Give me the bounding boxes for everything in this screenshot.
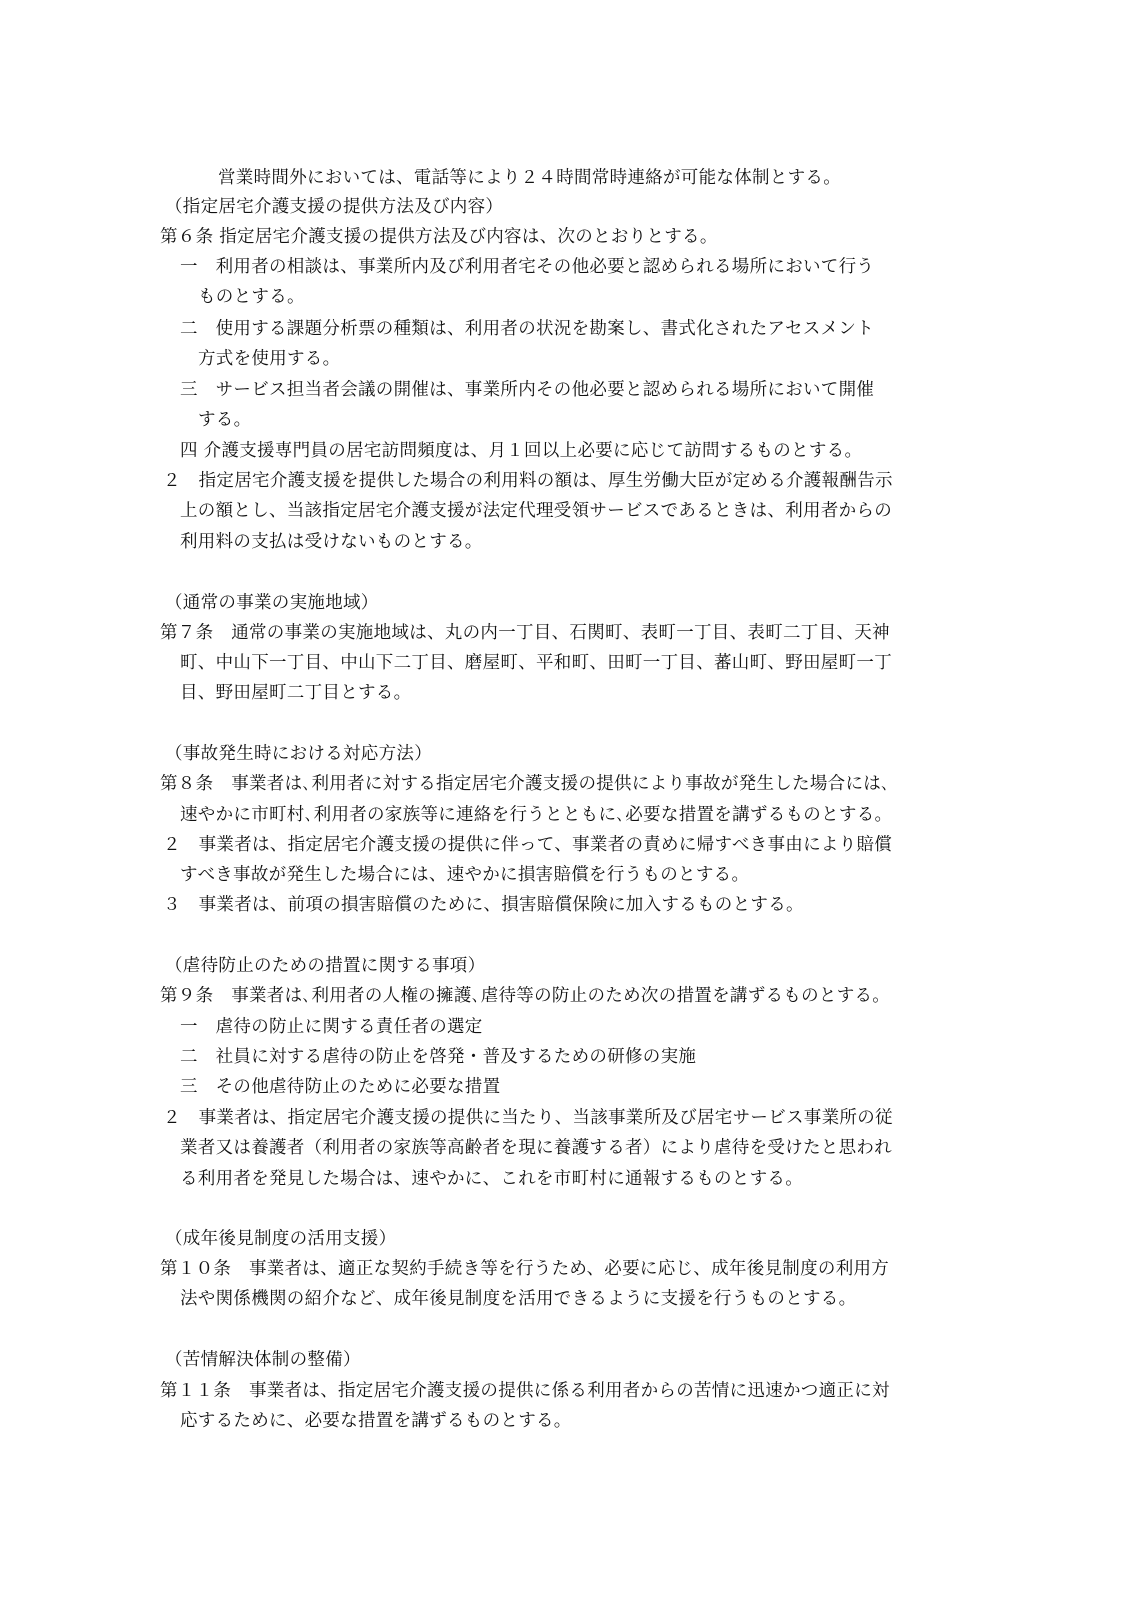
text-line: る利用者を発見した場合は、速やかに、これを市町村に通報するものとする。 <box>180 1169 803 1189</box>
text-line: 方式を使用する。 <box>198 349 341 369</box>
article-line: 第１０条 事業者は、適正な契約手続き等を行うため、必要に応じ、成年後見制度の利用方 <box>160 1259 890 1279</box>
section-heading: （虐待防止のための措置に関する事項） <box>165 956 486 976</box>
list-item: 三 その他虐待防止のために必要な措置 <box>180 1077 501 1097</box>
list-item: 一 利用者の相談は、事業所内及び利用者宅その他必要と認められる場所において行う <box>180 257 875 277</box>
list-item: 四 介護支援専門員の居宅訪問頻度は、月１回以上必要に応じて訪問するものとする。 <box>180 441 863 461</box>
text-line: 応するために、必要な措置を講ずるものとする。 <box>180 1411 572 1431</box>
text-line: 法や関係機関の紹介など、成年後見制度を活用できるように支援を行うものとする。 <box>180 1289 857 1309</box>
list-item: 二 社員に対する虐待の防止を啓発・普及するための研修の実施 <box>180 1047 697 1067</box>
article-line: 第８条 事業者は､利用者に対する指定居宅介護支援の提供により事故が発生した場合には､ <box>160 774 891 794</box>
paragraph-line: ２ 指定居宅介護支援を提供した場合の利用料の額は、厚生労働大臣が定める介護報酬告示 <box>163 471 893 491</box>
text-line: ものとする。 <box>198 287 305 307</box>
article-line: 第９条 事業者は､利用者の人権の擁護､虐待等の防止のため次の措置を講ずるものとする。 <box>160 986 891 1006</box>
text-line: 目、野田屋町二丁目とする。 <box>180 683 412 703</box>
text-line: 上の額とし、当該指定居宅介護支援が法定代理受領サービスであるときは、利用者からの <box>180 501 892 521</box>
list-item: 三 サービス担当者会議の開催は、事業所内その他必要と認められる場所において開催 <box>180 380 875 400</box>
text-line: すべき事故が発生した場合には、速やかに損害賠償を行うものとする。 <box>180 865 750 885</box>
text-line: 町、中山下一丁目、中山下二丁目、磨屋町、平和町、田町一丁目、蕃山町、野田屋町一丁 <box>180 653 892 673</box>
article-line: 第６条 指定居宅介護支援の提供方法及び内容は、次のとおりとする。 <box>160 227 718 247</box>
section-heading: （指定居宅介護支援の提供方法及び内容） <box>165 197 504 217</box>
paragraph-line: ２ 事業者は、指定居宅介護支援の提供に伴って、事業者の責めに帰すべき事由により賠償 <box>163 835 893 855</box>
text-line: 速やかに市町村､利用者の家族等に連絡を行うとともに､必要な措置を講ずるものとする。 <box>180 805 893 825</box>
article-line: 第１１条 事業者は、指定居宅介護支援の提供に係る利用者からの苦情に迅速かつ適正に対 <box>160 1381 890 1401</box>
section-heading: （通常の事業の実施地域） <box>165 593 379 613</box>
paragraph-line: ３ 事業者は、前項の損害賠償のために、損害賠償保険に加入するものとする。 <box>163 895 804 915</box>
paragraph-line: ２ 事業者は、指定居宅介護支援の提供に当たり、当該事業所及び居宅サービス事業所の従 <box>163 1108 893 1128</box>
section-heading: （苦情解決体制の整備） <box>165 1350 361 1370</box>
text-line: 営業時間外においては、電話等により２４時間常時連絡が可能な体制とする。 <box>218 168 841 188</box>
article-line: 第７条 通常の事業の実施地域は、丸の内一丁目、石関町、表町一丁目、表町二丁目、天神 <box>160 623 890 643</box>
list-item: 一 虐待の防止に関する責任者の選定 <box>180 1017 483 1037</box>
section-heading: （成年後見制度の活用支援） <box>165 1229 397 1249</box>
list-item: 二 使用する課題分析票の種類は、利用者の状況を勘案し、書式化されたアセスメント <box>180 319 875 339</box>
text-line: 利用料の支払は受けないものとする。 <box>180 532 483 552</box>
text-line: する。 <box>198 410 252 430</box>
section-heading: （事故発生時における対応方法） <box>165 744 432 764</box>
text-line: 業者又は養護者（利用者の家族等高齢者を現に養護する者）により虐待を受けたと思われ <box>180 1138 892 1158</box>
